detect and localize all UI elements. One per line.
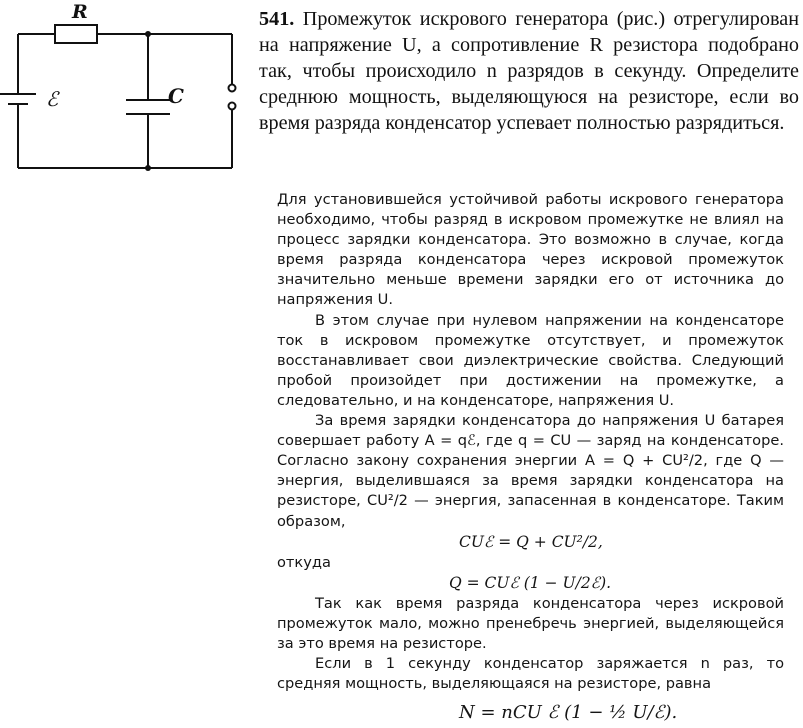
solution-text [277,190,784,728]
formula-power: N = nCU ℰ (1 − ½ U/ℰ). [459,702,678,724]
solution-paragraph-2: В этом случае при нулевом напряжении на конденсаторе ток в искровом промежутке отсутствует, и промежуток восстанавливает свои диэлектрические свойства. Следующий пробой произойдет при достижении на промежутке, а следовательно, и на конденсаторе, напряжения U. [277,311,784,409]
problem-text: Промежуток искрового генератора (рис.) отрегулирован на напряжение U, а сопротивление R резистора подобрано так, чтобы происходило n разрядов в секунду. Определите среднюю мощность, выделяющуюся на резисторе, если во время разряда конденсатор успевает полностью разрядиться. [259,8,799,134]
spark-gap-terminal-bottom [229,103,236,110]
label-otkuda: откуда [277,553,331,571]
resistor-label: R [72,1,88,23]
spark-gap-terminal-top [229,85,236,92]
problem-number: 541. [259,8,295,30]
solution-paragraph-4: Так как время разряда конденсатора через искровой промежуток мало, можно пренебречь энергией, выделяющейся за это время на резисторе. [277,594,784,652]
formula-heat: Q = CUℰ (1 − U/2ℰ). [449,573,612,592]
junction-top [145,31,151,37]
resistor [55,25,97,43]
solution-paragraph-1: Для установившейся устойчивой работы искрового генератора необходимо, чтобы разряд в искровом промежутке не влиял на процесс зарядки конденсатора. Это возможно в случае, когда время разряда конденсатора через искровой промежуток значительно меньше времени зарядки его от источника до напряжения U. [277,191,784,309]
emf-label: ℰ [46,87,59,111]
formula-energy-balance: CUℰ = Q + CU²/2, [459,532,603,551]
circuit-diagram [0,0,250,180]
junction-bottom [145,165,151,171]
capacitor-label: C [168,84,184,108]
problem-statement [259,6,799,136]
solution-paragraph-5: Если в 1 секунду конденсатор заряжается n раз, то средняя мощность, выделяющаяся на резисторе, равна [277,654,784,693]
solution-paragraph-3: За время зарядки конденсатора до напряжения U батарея совершает работу A = qℰ, где q = CU — заряд на конденсаторе. Согласно закону сохранения энергии A = Q + CU²/2, где Q — энергия, выделившаяся за время зарядки конденсатора на резисторе, CU²/2 — энергия, запасенная в конденсаторе. Таким образом, [277,412,784,530]
